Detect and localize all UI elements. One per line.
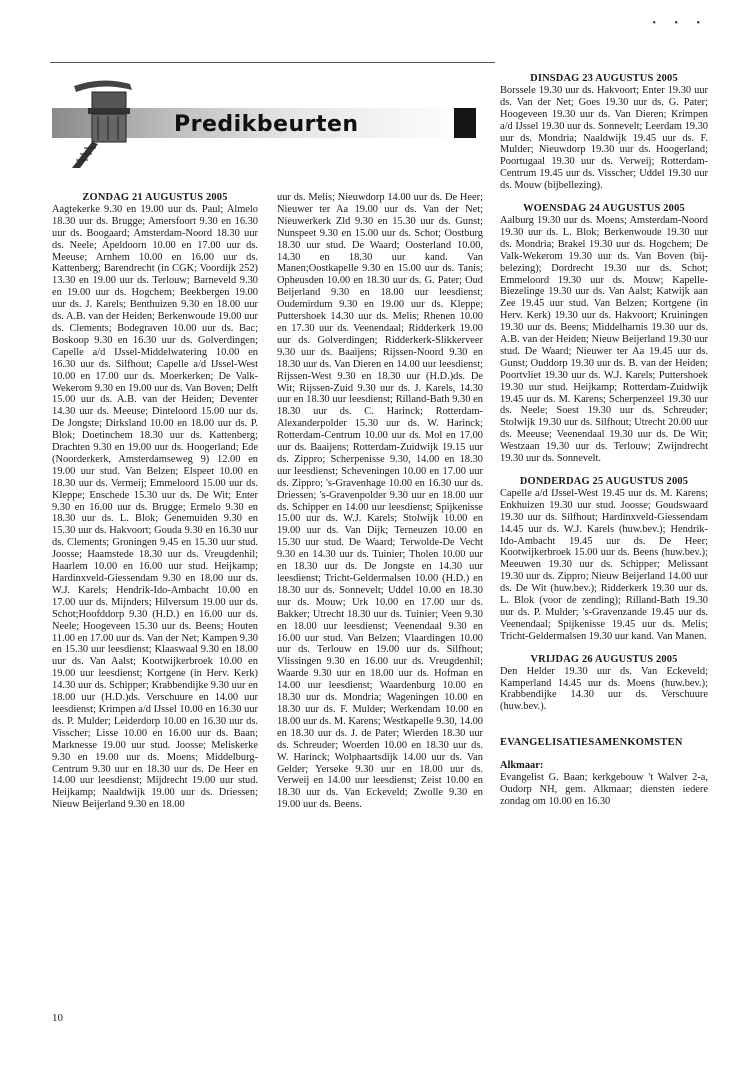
day-heading: ZONDAG 21 AUGUSTUS 2005 bbox=[82, 192, 228, 203]
service-list: Evangelist G. Baan; kerkgebouw 't Walver 2-a, Oudorp NH, gem. Alkmaar; diensten iedere zondag om 10.00 en 16.30 bbox=[500, 772, 708, 807]
day-heading: DINSDAG 23 AUGUSTUS 2005 bbox=[530, 73, 678, 84]
top-rule bbox=[50, 62, 495, 63]
place-heading: Alkmaar: bbox=[500, 760, 544, 772]
service-list: Aagtekerke 9.30 en 19.00 uur ds. Paul; Almelo 18.30 uur ds. Brugge; Amersfoort 9.30 en 16.30 uur ds. Boogaard; Amsterdam-Noord 18.30 uur ds. Neele; Apeldoorn 10.00 en 17.00 uur ds. Meeuse; Arnhem 10.00 en 16.00 uur ds. Kattenberg; Barendrecht (in CGK; Voordijk 252) 13.30 en 19.00 uur ds. Terlouw; Barneveld 9.30 en 19.00 uur ds. Hogchem; Beekbergen 19.00 uur ds. J. Karels; Benthuizen 9.30 en 18.00 uur ds. A.B. van der Heiden; Berkenwoude 19.00 uur ds. Clements; Bodegraven 10.00 uur ds. Bac; Boskoop 9.30 en 16.30 uur ds. Golverdingen; Capelle a/d IJssel-Middelwatering 10.00 en 16.30 uur ds. Silfhout; Capelle a/d IJssel-West 10.00 en 17.00 uur ds. Moerkerken; De Valk-Wekerom 9.30 en 19.00 uur ds. Van Boven; Delft 15.00 uur ds. A.B. van der Heiden; Deventer 14.30 uur ds. Meeuse; Dinteloord 15.00 uur ds. De Jongste; Dirksland 10.00 en 18.00 uur ds. P. Blok; Doetinchem 18.30 uur ds. Kattenberg; Drachten 9.30 en 19.00 uur ds. Hoogerland; Ede (Noorderkerk, Amsterdamseweg 9) 12.00 en 19.00 uur stud. Van Belzen; Elspeet 10.00 en 18.30 uur ds. Vermeij; Emmeloord 15.00 uur ds. Kleppe; Enschede 15.30 uur ds. De Wit; Enter 9.30 en 16.00 uur ds. Brugge; Ermelo 9.30 en 18.30 uur ds. L. Blok; Genemuiden 9.30 en 15.30 uur ds. Hakvoort; Gouda 9.30 en 16.30 uur ds. Clements; Groningen 9.45 en 15.30 uur stud. Joosse; Haamstede 18.30 uur ds. Vreugdenhil; Haarlem 10.00 en 16.00 uur stud. Heijkamp; Hardinxveld-Giessendam 9.30 en 18.00 uur ds. W.J. Karels; Hendrik-Ido-Ambacht 10.00 en 17.00 uur ds. Mijnders; Hilversum 19.00 uur ds. Schot;Hoofddorp 9.30 (H.D.) en 16.00 uur ds. Neele; Hoogeveen 15.30 uur ds. Beens; Houten 11.00 en 17.00 uur ds. Van der Net; Kampen 9.30 en 15.30 uur leesdienst; Klaaswaal 9.30 en 18.00 uur ds. Van Aalst; Kootwijkerbroek 10.00 en 19.00 uur leesdienst; Kortgene (in Herv. Kerk) 14.30 uur ds. Schipper; Krabbendijke 9.30 uur en 18.00 uur (H.D.)ds. Verschuure en 14.00 uur leesdienst; Krimpen a/d IJssel 10.00 en 16.30 uur ds. P. Mulder; Leiderdorp 10.00 en 16.30 uur ds. Visscher; Lisse 10.00 en 16.00 uur ds. Baan; Marknesse 19.00 uur stud. Joosse; Meliskerke 9.30 en 19.00 uur ds. Moens; Middelburg-Centrum 9.30 uur en 18.30 uur ds. De Heer en 14.00 uur leesdienst; Mijdrecht 19.00 uur stud. Heijkamp; Naaldwijk 19.00 uur ds. Driessen; Nieuw Beijerland 9.30 en 18.00 bbox=[52, 203, 258, 811]
day-heading: VRIJDAG 26 AUGUSTUS 2005 bbox=[530, 653, 678, 665]
service-list: Capelle a/d IJssel-West 19.45 uur ds. M. Karens; Enkhuizen 19.30 uur stud. Joosse; Goudswaard 19.30 uur ds. Silfhout; Hardinxveld-Giessendam 14.45 uur ds. W.J. Karels (huw.bev.); Hendrik-Ido-Ambacht 19.45 uur ds. De Heer; Kootwijkerbroek 15.00 uur ds. Beens (huw.bev.); Meeuwen 19.30 uur ds. Schipper; Melissant 19.30 uur ds. Zippro; Nieuw Beijerland 14.00 uur ds. De Wit (huw.bev.); Ridderkerk 19.30 uur ds. L. Blok (voor de zending); Rilland-Bath 19.30 uur ds. P. Mulder; 's-Gravenzande 19.45 uur ds. Veenendaal; Spijkenisse 19.45 uur ds. Melis; Tricht-Geldermalsen 19.30 uur kand. Van Manen. bbox=[500, 487, 708, 642]
section-heading: EVANGELISATIESAMENKOMSTEN bbox=[500, 737, 683, 749]
banner-end-block bbox=[454, 108, 476, 138]
day-heading: DONDERDAG 25 AUGUSTUS 2005 bbox=[519, 476, 689, 487]
service-list: Den Helder 19.30 uur ds. Van Eckeveld; Kamperland 14.45 uur ds. Moens (huw.bev.); Krabbendijke 14.30 uur ds. Verschuure (huw.bev.). bbox=[500, 665, 708, 713]
page-number: 10 bbox=[52, 1012, 63, 1024]
corner-marks: • • • bbox=[652, 18, 708, 29]
pulpit-icon bbox=[62, 72, 152, 172]
column-2 bbox=[277, 192, 483, 811]
service-list: uur ds. Melis; Nieuwdorp 14.00 uur ds. De Heer; Nieuwer ter Aa 19.00 uur ds. Van der Net; Nieuwerkerk Zld 9.30 en 15.30 uur ds. Gunst; Nunspeet 9.30 en 15.00 uur ds. Schot; Oostburg 18.30 uur stud. De Waard; Oosterland 10.00, 14.30 en 18.30 uur kand. Van Manen;Oostkapelle 9.30 en 15.00 uur ds. Tanis; Opheusden 10.00 en 18.30 uur ds. G. Pater; Oud Beijerland 9.30 en 18.00 uur leesdienst; Oudemirdum 9.30 en 19.00 uur ds. Kleppe; Puttershoek 14.30 uur ds. Melis; Rhenen 10.00 en 17.30 uur ds. Veenendaal; Ridderkerk 19.00 uur ds. Golverdingen; Ridderkerk-Slikkerveer 9.30 uur ds. Baaijens; Rijssen-Noord 9.30 en 18.30 uur ds. Van Dieren en 14.00 uur leesdienst; Rijssen-West 9.30 en 18.30 uur (H.D.)ds. De Wit; Rijssen-Zuid 9.30 uur ds. J. Karels, 14.30 uur en 18.30 uur leesdienst; Rilland-Bath 9.30 en 18.30 uur ds. C. Harinck; Rotterdam-Alexanderpolder 15.30 uur ds. W. Harinck; Rotterdam-Centrum 10.00 uur ds. Mol en 17.00 uur ds. Baaijens; Rotterdam-Zuidwijk 19.15 uur ds. Zippro; Scherpenisse 9.30, 14.00 en 18.30 uur leesdienst; Scheveningen 10.00 en 17.00 uur ds. Zippro; 's-Gravenhage 10.00 en 16.30 uur ds. Driessen; 's-Gravenpolder 9.30 uur en 18.00 uur ds. Schipper en 14.00 uur leesdienst; Spijkenisse 15.00 uur ds. W.J. Karels; Stolwijk 10.00 en 19.00 uur ds. Van Dijk; Terneuzen 10.00 en 15.30 uur stud. De Waard; Terwolde-De Vecht 9.30 en 14.30 uur ds. Tuinier; Tholen 10.00 uur en 18.30 uur ds. De Jongste en 14.30 uur leesdienst; Tricht-Geldermalsen 10.00 (H.D.) en 18.30 uur ds. Sonnevelt; Uddel 10.00 en 18.30 uur ds. Mouw; Urk 10.00 en 17.00 uur ds. Bakker; Utrecht 18.30 uur ds. Tuinier; Veen 9.30 en 18.00 uur leesdienst; Veenendaal 9.30 en 16.00 uur stud. Van Belzen; Vlaardingen 10.00 uur ds. Terlouw en 19.00 uur ds. Silfhout; Vlissingen 9.30 en 16.00 uur ds. Vreugdenhil; Waarde 9.30 uur en 18.00 uur ds. Hofman en 14.00 uur leesdienst; Waardenburg 10.00 en 18.30 uur ds. Mondria; Wageningen 10.00 en 18.30 uur ds. F. Mulder; Werkendam 10.00 en 18.00 uur ds. M. Karens; Westkapelle 9.30, 14.00 en 18.30 uur ds. J. de Pater; Wierden 18.30 uur ds. Schreuder; Woerden 10.00 en 18.30 uur ds. W. Harinck; Wolphaartsdijk 14.00 uur ds. Van Gelder; Yerseke 9.30 uur en 18.00 uur ds. Verweij en 14.00 uur leesdienst; Zeist 10.00 en 18.30 uur ds. Van Eckeveld; Zwolle 9.30 en 19.00 uur ds. Beens. bbox=[277, 192, 483, 811]
column-3 bbox=[500, 73, 708, 808]
day-heading: WOENSDAG 24 AUGUSTUS 2005 bbox=[523, 203, 685, 215]
page-title: Predikbeurten bbox=[174, 112, 359, 137]
column-1 bbox=[52, 192, 258, 811]
service-list: Aalburg 19.30 uur ds. Moens; Amsterdam-Noord 19.30 uur ds. L. Blok; Berkenwoude 19.30 uur ds. Mondria; Brakel 19.30 uur ds. Hogchem; De Valk-Wekerom 19.30 uur ds. Van Boven (bij-belezing); Dordrecht 19.30 uur ds. Schot; Emmeloord 19.30 uur ds. Mouw; Kapelle-Biezelinge 19.30 uur ds. Van Aalst; Katwijk aan Zee 19.45 uur stud. Van Belzen; Kortgene (in Herv. Kerk) 19.30 uur ds. Hakvoort; Kruiningen 19.30 uur ds. Beens; Middelharnis 19.30 uur ds. A.B. van der Heiden; Nieuw Beijerland 19.30 uur stud. De Waard; Nieuwer ter Aa 19.45 uur ds. Gunst; Ouddorp 19.30 uur ds. B. van der Heiden; Poortvliet 19.30 uur ds. W.J. Karels; Puttershoek 19.30 uur stud. Heijkamp; Rotterdam-Zuidwijk 19.45 uur ds. M. Karens; Scherpenzeel 19.30 uur ds. Neele; Soest 19.30 uur ds. Schreuder; Stolwijk 19.30 uur ds. Silfhout; Utrecht 20.00 uur ds. Meeuse; Veenendaal 19.30 uur ds. De Wit; Westzaan 19.30 uur ds. Terlouw; Zwijndrecht 19.30 uur ds. Sonnevelt. bbox=[500, 214, 708, 465]
service-list: Borssele 19.30 uur ds. Hakvoort; Enter 19.30 uur ds. Van der Net; Goes 19.30 uur ds. G. Pater; Hoogeveen 19.30 uur ds. Van Dieren; Krimpen a/d IJssel 19.30 uur ds. Sonnevelt; Leerdam 19.30 uur ds. Mondria; Naaldwijk 19.45 uur ds. F. Mulder; Nieuwdorp 19.30 uur ds. Hoogerland; Poortugaal 19.30 uur ds. Verweij; Rotterdam-Centrum 19.45 uur ds. Visscher; Uddel 19.30 uur ds. Mouw (bijbellezing). bbox=[500, 84, 708, 192]
